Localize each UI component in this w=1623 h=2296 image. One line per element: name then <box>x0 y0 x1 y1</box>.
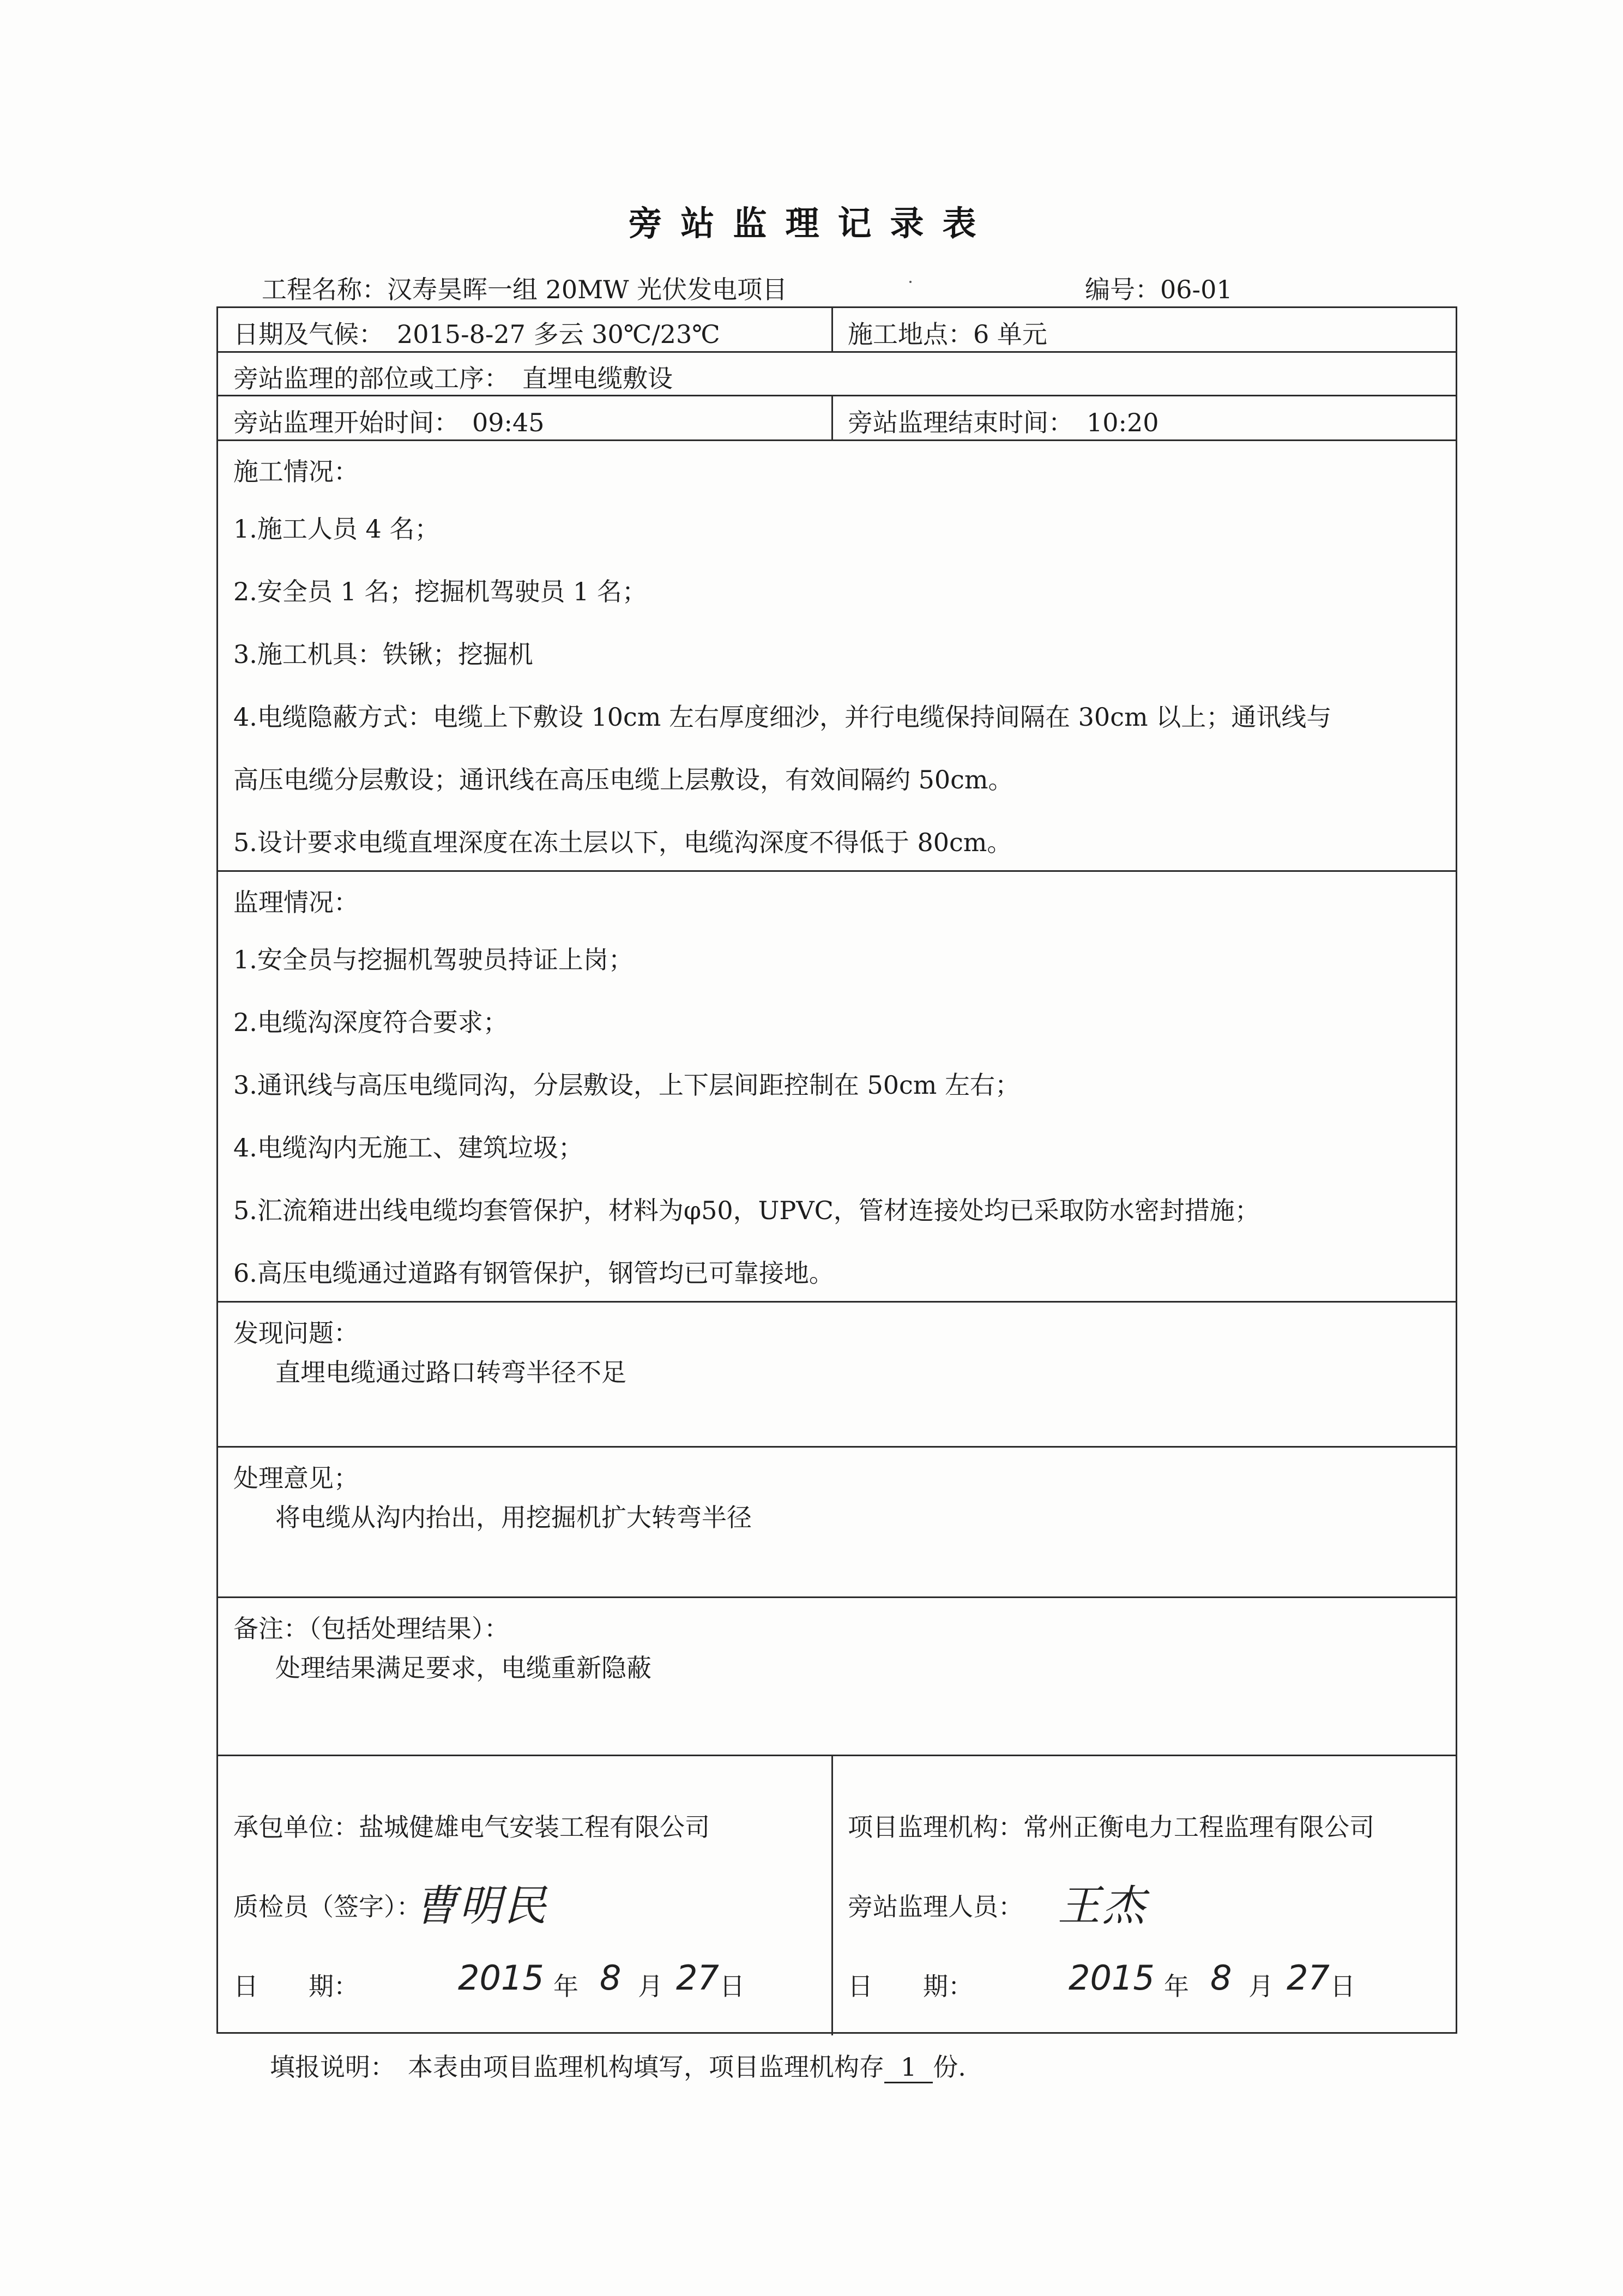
section-problem <box>218 1303 1456 1448</box>
code-label: 编号： <box>1085 275 1160 304</box>
contractor-label: 承包单位： <box>233 1812 359 1842</box>
supervision-line: 1.安全员与挖掘机驾驶员持证上岗； <box>233 945 633 974</box>
date-right-month: 8 <box>1210 1958 1232 1998</box>
document-title: 旁站监理记录表 <box>628 203 995 243</box>
copy-count: 1 <box>884 2052 933 2083</box>
org-label: 项目监理机构： <box>848 1812 1023 1842</box>
section-signoff <box>218 1756 1456 2035</box>
site-label: 施工地点： <box>848 320 973 349</box>
supervision-label: 监理情况： <box>233 888 359 917</box>
construction-line: 高压电缆分层敷设；通讯线在高压电缆上层敷设，有效间隔约 50cm。 <box>233 765 1013 794</box>
scan-speck <box>909 281 912 283</box>
org-value: 常州正衡电力工程监理有限公司 <box>1023 1812 1374 1842</box>
part-value: 直埋电缆敷设 <box>522 364 673 393</box>
date-right-year: 2015 <box>1069 1958 1155 1998</box>
inspector-label: 质检员（签字）： <box>233 1892 421 1921</box>
end-value: 10:20 <box>1087 408 1159 437</box>
date-right-month-unit: 月 <box>1248 1972 1274 2001</box>
date-value: 2015-8-27 多云 30℃/23℃ <box>397 320 720 349</box>
end-label: 旁站监理结束时间： <box>848 408 1073 437</box>
site-value: 6 单元 <box>973 320 1047 349</box>
section-handling <box>218 1448 1456 1598</box>
date-left-year: 2015 <box>458 1958 544 1998</box>
end-time <box>848 403 1159 439</box>
supervision-line: 5.汇流箱进出线电缆均套管保护，材料为φ50，UPVC，管材连接处均已采取防水密封措施； <box>233 1196 1260 1225</box>
note-suffix: 份. <box>933 2052 966 2082</box>
project-value: 汉寿昊晖一组 20MW 光伏发电项目 <box>387 275 788 304</box>
note-prefix: 填报说明： 本表由项目监理机构填写，项目监理机构存 <box>270 2052 884 2082</box>
date-left-month-unit: 月 <box>638 1972 663 2001</box>
project-name <box>262 270 787 306</box>
record-form <box>216 306 1457 2034</box>
section-supervision <box>218 872 1456 1303</box>
construction-line: 1.施工人员 4 名； <box>233 514 440 544</box>
fill-instructions <box>270 2047 966 2083</box>
construction-site <box>848 315 1047 351</box>
construction-label: 施工情况： <box>233 457 359 486</box>
date-left-day: 27 <box>676 1958 719 1998</box>
supervision-line: 4.电缆沟内无施工、建筑垃圾； <box>233 1133 583 1162</box>
date-left-day-unit: 日 <box>720 1972 745 2001</box>
contractor-value: 盐城健雄电气安装工程有限公司 <box>359 1812 710 1842</box>
start-value: 09:45 <box>472 408 545 437</box>
project-label: 工程名称： <box>262 275 387 304</box>
construction-line: 5.设计要求电缆直埋深度在冻土层以下，电缆沟深度不得低于 80cm。 <box>233 828 1012 857</box>
supervision-line: 3.通讯线与高压电缆同沟，分层敷设，上下层间距控制在 50cm 左右； <box>233 1070 1021 1100</box>
start-label: 旁站监理开始时间： <box>233 408 459 437</box>
supervisor-label: 旁站监理人员： <box>848 1892 1023 1921</box>
section-remarks <box>218 1598 1456 1756</box>
start-time <box>233 403 545 439</box>
date-right-day-unit: 日 <box>1330 1972 1355 2001</box>
handling-text: 将电缆从沟内抬出，用挖掘机扩大转弯半径 <box>275 1503 752 1532</box>
construction-line: 2.安全员 1 名；挖掘机驾驶员 1 名； <box>233 577 647 606</box>
code-value: 06-01 <box>1160 275 1233 304</box>
row-date-site <box>218 308 1456 353</box>
date-right-year-unit: 年 <box>1164 1972 1189 2001</box>
document-code <box>1085 270 1233 306</box>
construction-line: 4.电缆隐蔽方式：电缆上下敷设 10cm 左右厚度细沙，并行电缆保持间隔在 30cm 以上；通讯线与 <box>233 702 1332 732</box>
supervisor-signature: 王杰 <box>1058 1882 1148 1931</box>
handling-label: 处理意见； <box>233 1463 359 1493</box>
supervision-line: 6.高压电缆通过道路有钢管保护，钢管均已可靠接地。 <box>233 1258 834 1288</box>
date-label: 日期及气候： <box>233 320 384 349</box>
date-label-left: 日 期： <box>233 1972 359 2001</box>
problem-label: 发现问题： <box>233 1318 359 1348</box>
date-weather <box>233 315 720 351</box>
row-times <box>218 396 1456 441</box>
remarks-label: 备注：（包括处理结果）： <box>233 1614 509 1643</box>
part-label: 旁站监理的部位或工序： <box>233 364 509 393</box>
section-construction <box>218 441 1456 872</box>
supervised-part <box>233 359 673 395</box>
date-label-right: 日 期： <box>848 1972 973 2001</box>
date-left-month: 8 <box>600 1958 622 1998</box>
supervision-line: 2.电缆沟深度符合要求； <box>233 1008 508 1037</box>
construction-line: 3.施工机具：铁锹；挖掘机 <box>233 640 533 669</box>
row-part <box>218 353 1456 396</box>
date-right-day: 27 <box>1287 1958 1330 1998</box>
problem-text: 直埋电缆通过路口转弯半径不足 <box>275 1358 626 1387</box>
remarks-text: 处理结果满足要求，电缆重新隐蔽 <box>275 1653 651 1683</box>
supervision-org <box>848 1807 1374 1843</box>
contractor <box>233 1807 710 1843</box>
date-left-year-unit: 年 <box>553 1972 578 2001</box>
inspector-signature: 曹明民 <box>414 1882 549 1931</box>
